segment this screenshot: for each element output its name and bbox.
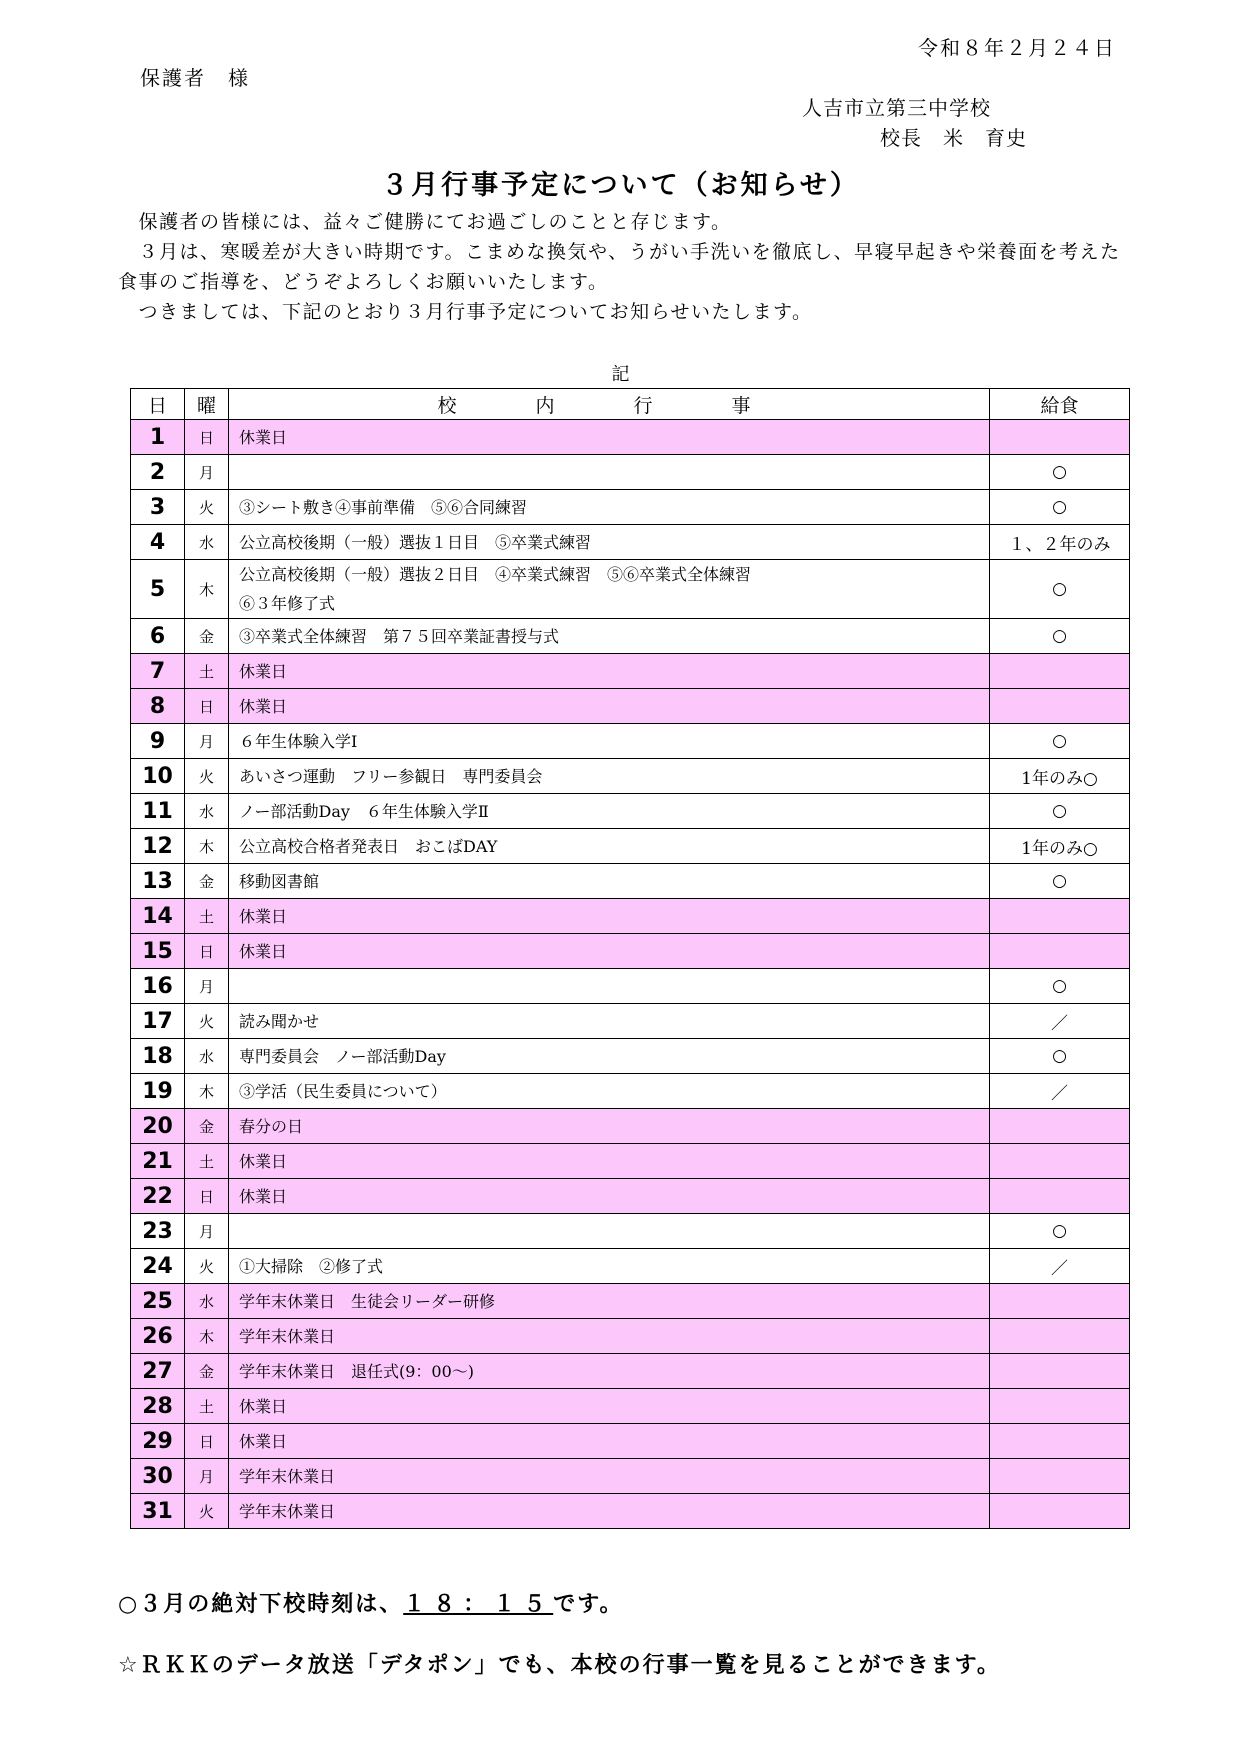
events-cell (229, 455, 990, 490)
weekday-cell: 金 (185, 864, 229, 899)
day-cell: 22 (131, 1179, 185, 1214)
table-row (131, 1389, 1130, 1424)
meal-cell: ○ (990, 969, 1130, 1004)
events-cell (229, 934, 990, 969)
schedule-body (131, 420, 1130, 1529)
meal-cell (990, 1109, 1130, 1144)
meal-cell: 1年のみ○ (990, 759, 1130, 794)
weekday-cell: 日 (185, 689, 229, 724)
recipient: 保護者 様 (140, 66, 250, 90)
event-line: 学年末休業日 生徒会リーダー研修 (239, 1291, 496, 1311)
dismissal-prefix: ○３月の絶対下校時刻は、 (118, 1592, 404, 1617)
weekday-cell: 水 (185, 1284, 229, 1319)
day-cell: 11 (131, 794, 185, 829)
meal-cell (990, 1284, 1130, 1319)
events-cell (229, 490, 990, 525)
table-row (131, 490, 1130, 525)
events-cell (229, 420, 990, 455)
meal-cell: ○ (990, 1039, 1130, 1074)
events-cell (229, 1319, 990, 1354)
day-cell: 1 (131, 420, 185, 455)
meal-cell (990, 1354, 1130, 1389)
table-row (131, 1039, 1130, 1074)
day-cell: 16 (131, 969, 185, 1004)
meal-cell (990, 1179, 1130, 1214)
day-cell: 28 (131, 1389, 185, 1424)
meal-cell (990, 1459, 1130, 1494)
weekday-cell: 日 (185, 1424, 229, 1459)
day-cell: 9 (131, 724, 185, 759)
day-cell: 8 (131, 689, 185, 724)
meal-cell (990, 899, 1130, 934)
event-line: 学年末休業日 (239, 1501, 336, 1521)
weekday-cell: 日 (185, 420, 229, 455)
meal-cell: １、２年のみ (990, 525, 1130, 560)
table-row (131, 759, 1130, 794)
day-cell: 4 (131, 525, 185, 560)
event-line: 学年末休業日 (239, 1326, 336, 1346)
weekday-cell: 月 (185, 724, 229, 759)
dismissal-note (118, 1587, 623, 1618)
body-paragraph: つきましては、下記のとおり３月行事予定についてお知らせいたします。 (118, 301, 813, 323)
meal-cell (990, 1389, 1130, 1424)
table-row (131, 1424, 1130, 1459)
event-line: 学年末休業日 (239, 1466, 336, 1486)
weekday-cell: 金 (185, 619, 229, 654)
events-cell (229, 1179, 990, 1214)
weekday-cell: 月 (185, 455, 229, 490)
table-row (131, 1074, 1130, 1109)
meal-cell (990, 1144, 1130, 1179)
day-cell: 29 (131, 1424, 185, 1459)
events-cell (229, 1284, 990, 1319)
table-row (131, 619, 1130, 654)
meal-cell: ○ (990, 794, 1130, 829)
meal-cell: ○ (990, 724, 1130, 759)
day-cell: 14 (131, 899, 185, 934)
meal-cell: ／ (990, 1249, 1130, 1284)
meal-cell: ○ (990, 490, 1130, 525)
table-row (131, 934, 1130, 969)
event-line: ①大掃除 ②修了式 (239, 1256, 384, 1276)
meal-cell: ○ (990, 560, 1130, 619)
event-line: ノー部活動Day ６年生体験入学Ⅱ (239, 801, 489, 821)
event-line: 休業日 (239, 1431, 288, 1451)
event-line: 学年末休業日 退任式(9：00～) (239, 1361, 475, 1381)
weekday-cell: 木 (185, 829, 229, 864)
day-cell: 3 (131, 490, 185, 525)
meal-cell (990, 934, 1130, 969)
weekday-cell: 火 (185, 1249, 229, 1284)
event-line: 読み聞かせ (239, 1011, 320, 1031)
day-cell: 15 (131, 934, 185, 969)
table-row (131, 1354, 1130, 1389)
events-cell (229, 1389, 990, 1424)
weekday-cell: 木 (185, 1319, 229, 1354)
header-events (229, 389, 990, 420)
table-row (131, 899, 1130, 934)
table-row (131, 864, 1130, 899)
day-cell: 30 (131, 1459, 185, 1494)
weekday-cell: 水 (185, 794, 229, 829)
meal-cell: ○ (990, 619, 1130, 654)
page-title: ３月行事予定について（お知らせ） (381, 170, 860, 201)
event-line: 休業日 (239, 1151, 288, 1171)
day-cell: 21 (131, 1144, 185, 1179)
table-row (131, 1284, 1130, 1319)
table-row (131, 1144, 1130, 1179)
event-line: 公立高校合格者発表日 おこばDAY (239, 836, 498, 856)
events-cell (229, 1074, 990, 1109)
events-cell (229, 1459, 990, 1494)
table-row (131, 969, 1130, 1004)
day-cell: 23 (131, 1214, 185, 1249)
table-row (131, 560, 1130, 619)
weekday-cell: 金 (185, 1354, 229, 1389)
principal-name: 校長 米 育史 (880, 126, 1027, 150)
weekday-cell: 水 (185, 525, 229, 560)
day-cell: 19 (131, 1074, 185, 1109)
event-line: 公立高校後期（一般）選抜２日目 ④卒業式練習 ⑤⑥卒業式全体練習 (239, 565, 752, 584)
header-day: 日 (131, 389, 185, 420)
day-cell: 27 (131, 1354, 185, 1389)
meal-cell (990, 1424, 1130, 1459)
meal-cell (990, 689, 1130, 724)
table-row (131, 654, 1130, 689)
weekday-cell: 日 (185, 934, 229, 969)
day-cell: 18 (131, 1039, 185, 1074)
events-cell (229, 1354, 990, 1389)
weekday-cell: 火 (185, 1004, 229, 1039)
meal-cell: ／ (990, 1004, 1130, 1039)
event-line: 休業日 (239, 1396, 288, 1416)
day-cell: 24 (131, 1249, 185, 1284)
body-text (118, 207, 1128, 327)
events-cell (229, 1004, 990, 1039)
event-line: 休業日 (239, 661, 288, 681)
events-cell (229, 1214, 990, 1249)
table-row (131, 1459, 1130, 1494)
weekday-cell: 木 (185, 560, 229, 619)
header-meal: 給食 (990, 389, 1130, 420)
meal-cell: ○ (990, 455, 1130, 490)
weekday-cell: 日 (185, 1179, 229, 1214)
events-cell (229, 864, 990, 899)
header-weekday: 曜 (185, 389, 229, 420)
events-cell (229, 1424, 990, 1459)
meal-cell (990, 420, 1130, 455)
event-line: 移動図書館 (239, 871, 320, 891)
day-cell: 6 (131, 619, 185, 654)
events-cell (229, 654, 990, 689)
events-cell (229, 1144, 990, 1179)
events-cell (229, 724, 990, 759)
weekday-cell: 木 (185, 1074, 229, 1109)
table-row (131, 1179, 1130, 1214)
event-line: あいさつ運動 フリー参観日 専門委員会 (239, 766, 543, 786)
table-row (131, 1109, 1130, 1144)
meal-cell (990, 1494, 1130, 1529)
day-cell: 26 (131, 1319, 185, 1354)
meal-cell: ／ (990, 1074, 1130, 1109)
table-row (131, 1214, 1130, 1249)
weekday-cell: 月 (185, 1214, 229, 1249)
events-cell (229, 1249, 990, 1284)
event-line: ⑥３年修了式 (239, 594, 336, 613)
events-cell (229, 1494, 990, 1529)
meal-cell (990, 1319, 1130, 1354)
table-row (131, 420, 1130, 455)
events-cell (229, 899, 990, 934)
day-cell: 7 (131, 654, 185, 689)
table-row (131, 1494, 1130, 1529)
day-cell: 2 (131, 455, 185, 490)
event-line: ③シート敷き④事前準備 ⑤⑥合同練習 (239, 497, 528, 517)
school-name: 人吉市立第三中学校 (802, 96, 991, 120)
event-line: 休業日 (239, 696, 288, 716)
ki-heading: 記 (611, 364, 630, 385)
day-cell: 10 (131, 759, 185, 794)
weekday-cell: 土 (185, 654, 229, 689)
weekday-cell: 水 (185, 1039, 229, 1074)
events-cell (229, 689, 990, 724)
meal-cell: ○ (990, 864, 1130, 899)
meal-cell: 1年のみ○ (990, 829, 1130, 864)
dismissal-suffix: です。 (553, 1592, 624, 1617)
event-line: 休業日 (239, 906, 288, 926)
event-line: 休業日 (239, 941, 288, 961)
day-cell: 20 (131, 1109, 185, 1144)
table-header-row (131, 389, 1130, 420)
events-cell (229, 525, 990, 560)
issue-date: 令和８年２月２４日 (918, 36, 1116, 60)
day-cell: 13 (131, 864, 185, 899)
header-events-label: 校 内 行 事 (437, 394, 781, 417)
day-cell: 5 (131, 560, 185, 619)
event-line: 公立高校後期（一般）選抜１日目 ⑤卒業式練習 (239, 532, 592, 552)
events-cell (229, 619, 990, 654)
meal-cell: ○ (990, 1214, 1130, 1249)
event-line: ６年生体験入学Ⅰ (239, 731, 358, 751)
event-line: 専門委員会 ノー部活動Day (239, 1046, 446, 1066)
events-cell (229, 1039, 990, 1074)
table-row (131, 1004, 1130, 1039)
events-cell (229, 969, 990, 1004)
rkk-note: ☆ＲＫＫのデータ放送「デタポン」でも、本校の行事一覧を見ることができます。 (118, 1653, 1001, 1678)
event-line: 休業日 (239, 427, 288, 447)
table-row (131, 794, 1130, 829)
day-cell: 12 (131, 829, 185, 864)
event-line: 春分の日 (239, 1116, 304, 1136)
weekday-cell: 火 (185, 759, 229, 794)
event-line: ③卒業式全体練習 第７５回卒業証書授与式 (239, 626, 560, 646)
table-row (131, 829, 1130, 864)
day-cell: 17 (131, 1004, 185, 1039)
meal-cell (990, 654, 1130, 689)
body-paragraph: ３月は、寒暖差が大きい時期です。こまめな換気や、うがい手洗いを徹底し、早寝早起きや栄養面を考えた食事のご指導を、どうぞよろしくお願いいたします。 (118, 241, 1121, 293)
event-line: ③学活（民生委員について） (239, 1081, 447, 1101)
event-line: 休業日 (239, 1186, 288, 1206)
events-cell (229, 560, 990, 619)
weekday-cell: 金 (185, 1109, 229, 1144)
events-cell (229, 1109, 990, 1144)
weekday-cell: 土 (185, 899, 229, 934)
events-cell (229, 759, 990, 794)
events-cell (229, 829, 990, 864)
table-row (131, 1319, 1130, 1354)
day-cell: 25 (131, 1284, 185, 1319)
weekday-cell: 火 (185, 490, 229, 525)
table-row (131, 724, 1130, 759)
table-row (131, 689, 1130, 724)
weekday-cell: 火 (185, 1494, 229, 1529)
weekday-cell: 月 (185, 1459, 229, 1494)
weekday-cell: 土 (185, 1144, 229, 1179)
weekday-cell: 月 (185, 969, 229, 1004)
table-row (131, 455, 1130, 490)
weekday-cell: 土 (185, 1389, 229, 1424)
table-row (131, 525, 1130, 560)
body-paragraph: 保護者の皆様には、益々ご健勝にてお過ごしのことと存じます。 (118, 211, 732, 233)
events-cell (229, 794, 990, 829)
day-cell: 31 (131, 1494, 185, 1529)
table-row (131, 1249, 1130, 1284)
schedule-table (130, 388, 1130, 1529)
dismissal-time: １８：１５ (403, 1592, 554, 1617)
